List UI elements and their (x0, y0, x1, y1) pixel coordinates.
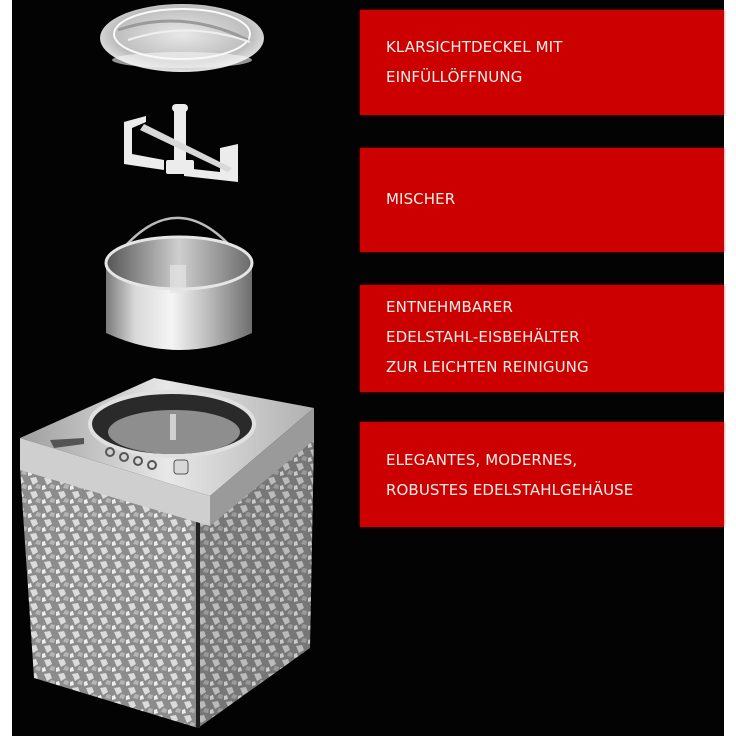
label-box-mixer (360, 148, 724, 252)
clear-lid-icon (98, 0, 266, 76)
label-box-bowl (360, 285, 724, 392)
label-text: ELEGANTES, MODERNES, ROBUSTES EDELSTAHLGEHÄUSE (386, 451, 634, 499)
steel-bowl-icon (100, 195, 260, 357)
mixer-paddle-icon (120, 100, 245, 185)
label-box-housing (360, 422, 724, 527)
label-box-lid (360, 10, 724, 115)
label-text: ENTNEHMBARER EDELSTAHL-EISBEHÄLTER ZUR LEICHTEN REINIGUNG (386, 298, 589, 376)
ice-cream-maker-body-icon (14, 378, 324, 736)
label-text: KLARSICHTDECKEL MIT EINFÜLLÖFFNUNG (386, 38, 563, 86)
label-text: MISCHER (386, 190, 456, 208)
